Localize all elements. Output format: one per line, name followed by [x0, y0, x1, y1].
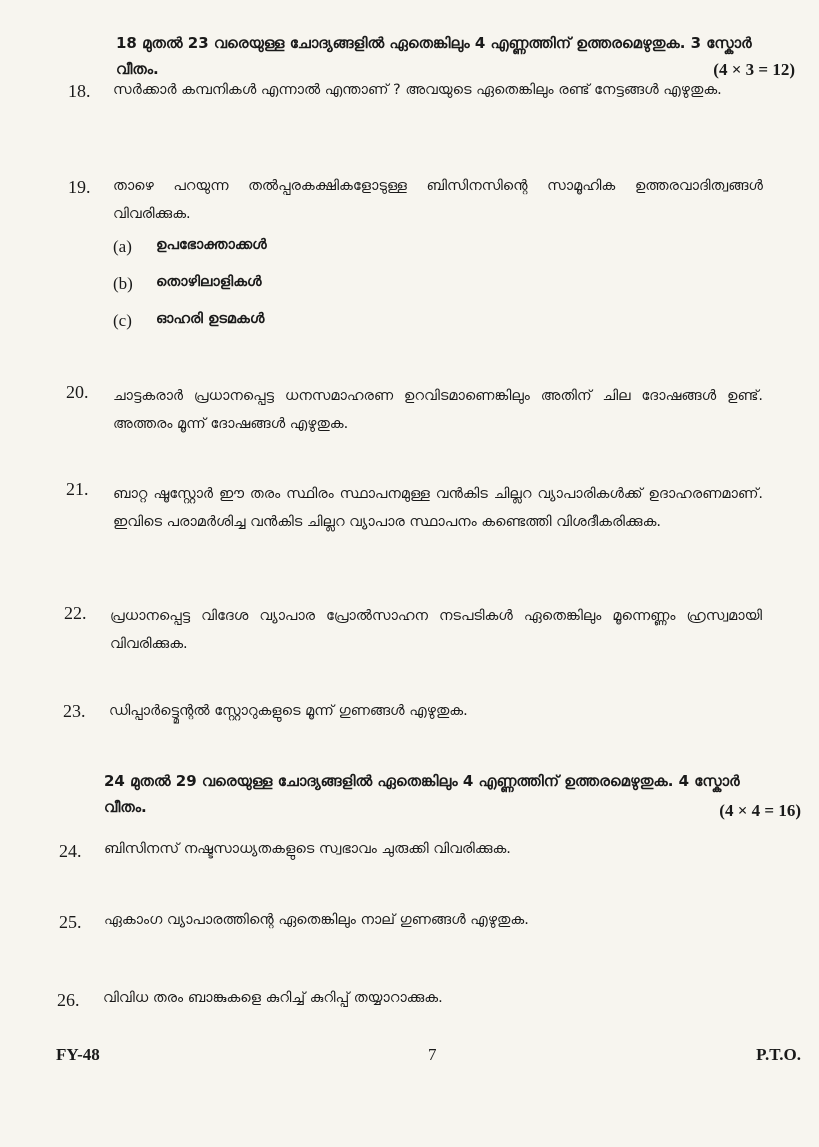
- page-number: 7: [428, 1045, 437, 1064]
- question-text: സർക്കാർ കമ്പനികൾ എന്നാൽ എന്താണ് ? അവയുടെ ഏതെങ്കിലും രണ്ട് നേട്ടങ്ങൾ എഴുതുക.: [113, 82, 722, 98]
- option-text: തൊഴിലാളികൾ: [156, 274, 262, 290]
- question-text: ഏകാംഗ വ്യാപാരത്തിന്റെ ഏതെങ്കിലും നാല് ഗുണങ്ങൾ എഴുതുക.: [104, 912, 529, 928]
- question-text: ബിസിനസ് നഷ്ടസാധ്യതകളുടെ സ്വഭാവം ചുരുക്കി വിവരിക്കുക.: [104, 841, 511, 857]
- option-label: (b): [113, 274, 133, 293]
- question-number: 25.: [59, 912, 82, 932]
- section-1-instruction: 18 മുതൽ 23 വരെയുള്ള ചോദ്യങ്ങളിൽ ഏതെങ്കിലും 4 എണ്ണത്തിന് ഉത്തരമെഴുതുക. 3 സ്കോർ വീതം.: [116, 34, 752, 78]
- pto-label: P.T.O.: [756, 1045, 801, 1064]
- option-text: ഓഹരി ഉടമകൾ: [156, 311, 265, 327]
- question-number: 20.: [66, 382, 89, 402]
- question-number: 23.: [63, 701, 86, 721]
- question-text: ചാട്ടകരാർ പ്രധാനപ്പെട്ട ധനസമാഹരണ ഉറവിടമാണെങ്കിലും അതിന് ചില ദോഷങ്ങൾ ഉണ്ട്. അത്തരം മൂന്ന് ദോഷങ്ങൾ എഴുതുക.: [113, 388, 763, 432]
- question-text: ബാറ്റ ഷൂസ്റ്റോർ ഈ തരം സ്ഥിരം സ്ഥാപനമുള്ള വൻകിട ചില്ലറ വ്യാപാരികൾക്ക് ഉദാഹരണമാണ്. ഇവിടെ പരാമർശിച്ച വൻകിട ചില്ലറ വ്യാപാര സ്ഥാപനം കണ്ടെത്തി വിശദീകരിക്കുക.: [113, 486, 763, 530]
- option-label: (a): [113, 237, 132, 256]
- option-text: ഉപഭോക്താക്കൾ: [156, 237, 267, 253]
- paper-code: FY-48: [56, 1045, 100, 1064]
- question-text: വിവിധ തരം ബാങ്കുകളെ കുറിച്ച് കുറിപ്പ് തയ്യാറാക്കുക.: [103, 990, 443, 1006]
- question-number: 26.: [57, 990, 80, 1010]
- question-number: 21.: [66, 479, 89, 499]
- question-text: താഴെ പറയുന്ന തൽപ്പരകക്ഷികളോടുള്ള ബിസിനസിന്റെ സാമൂഹിക ഉത്തരവാദിത്വങ്ങൾ വിവരിക്കുക.: [113, 178, 763, 222]
- section-2-instruction: 24 മുതൽ 29 വരെയുള്ള ചോദ്യങ്ങളിൽ ഏതെങ്കിലും 4 എണ്ണത്തിന് ഉത്തരമെഴുതുക. 4 സ്കോർ വീതം.: [104, 772, 740, 816]
- section-1-marks: (4 × 3 = 12): [713, 60, 795, 79]
- question-number: 18.: [68, 81, 91, 101]
- option-label: (c): [113, 311, 132, 330]
- section-2-marks: (4 × 4 = 16): [719, 801, 801, 820]
- question-number: 22.: [64, 603, 87, 623]
- question-text: പ്രധാനപ്പെട്ട വിദേശ വ്യാപാര പ്രോൽസാഹന നടപടികൾ ഏതെങ്കിലും മൂന്നെണ്ണം ഹ്രസ്വമായി വിവരിക്കുക.: [110, 608, 762, 652]
- question-text: ഡിപ്പാർട്ട്മെന്റൽ സ്റ്റോറുകളുടെ മൂന്ന് ഗുണങ്ങൾ എഴുതുക.: [109, 703, 468, 719]
- question-number: 19.: [68, 177, 91, 197]
- question-number: 24.: [59, 841, 82, 861]
